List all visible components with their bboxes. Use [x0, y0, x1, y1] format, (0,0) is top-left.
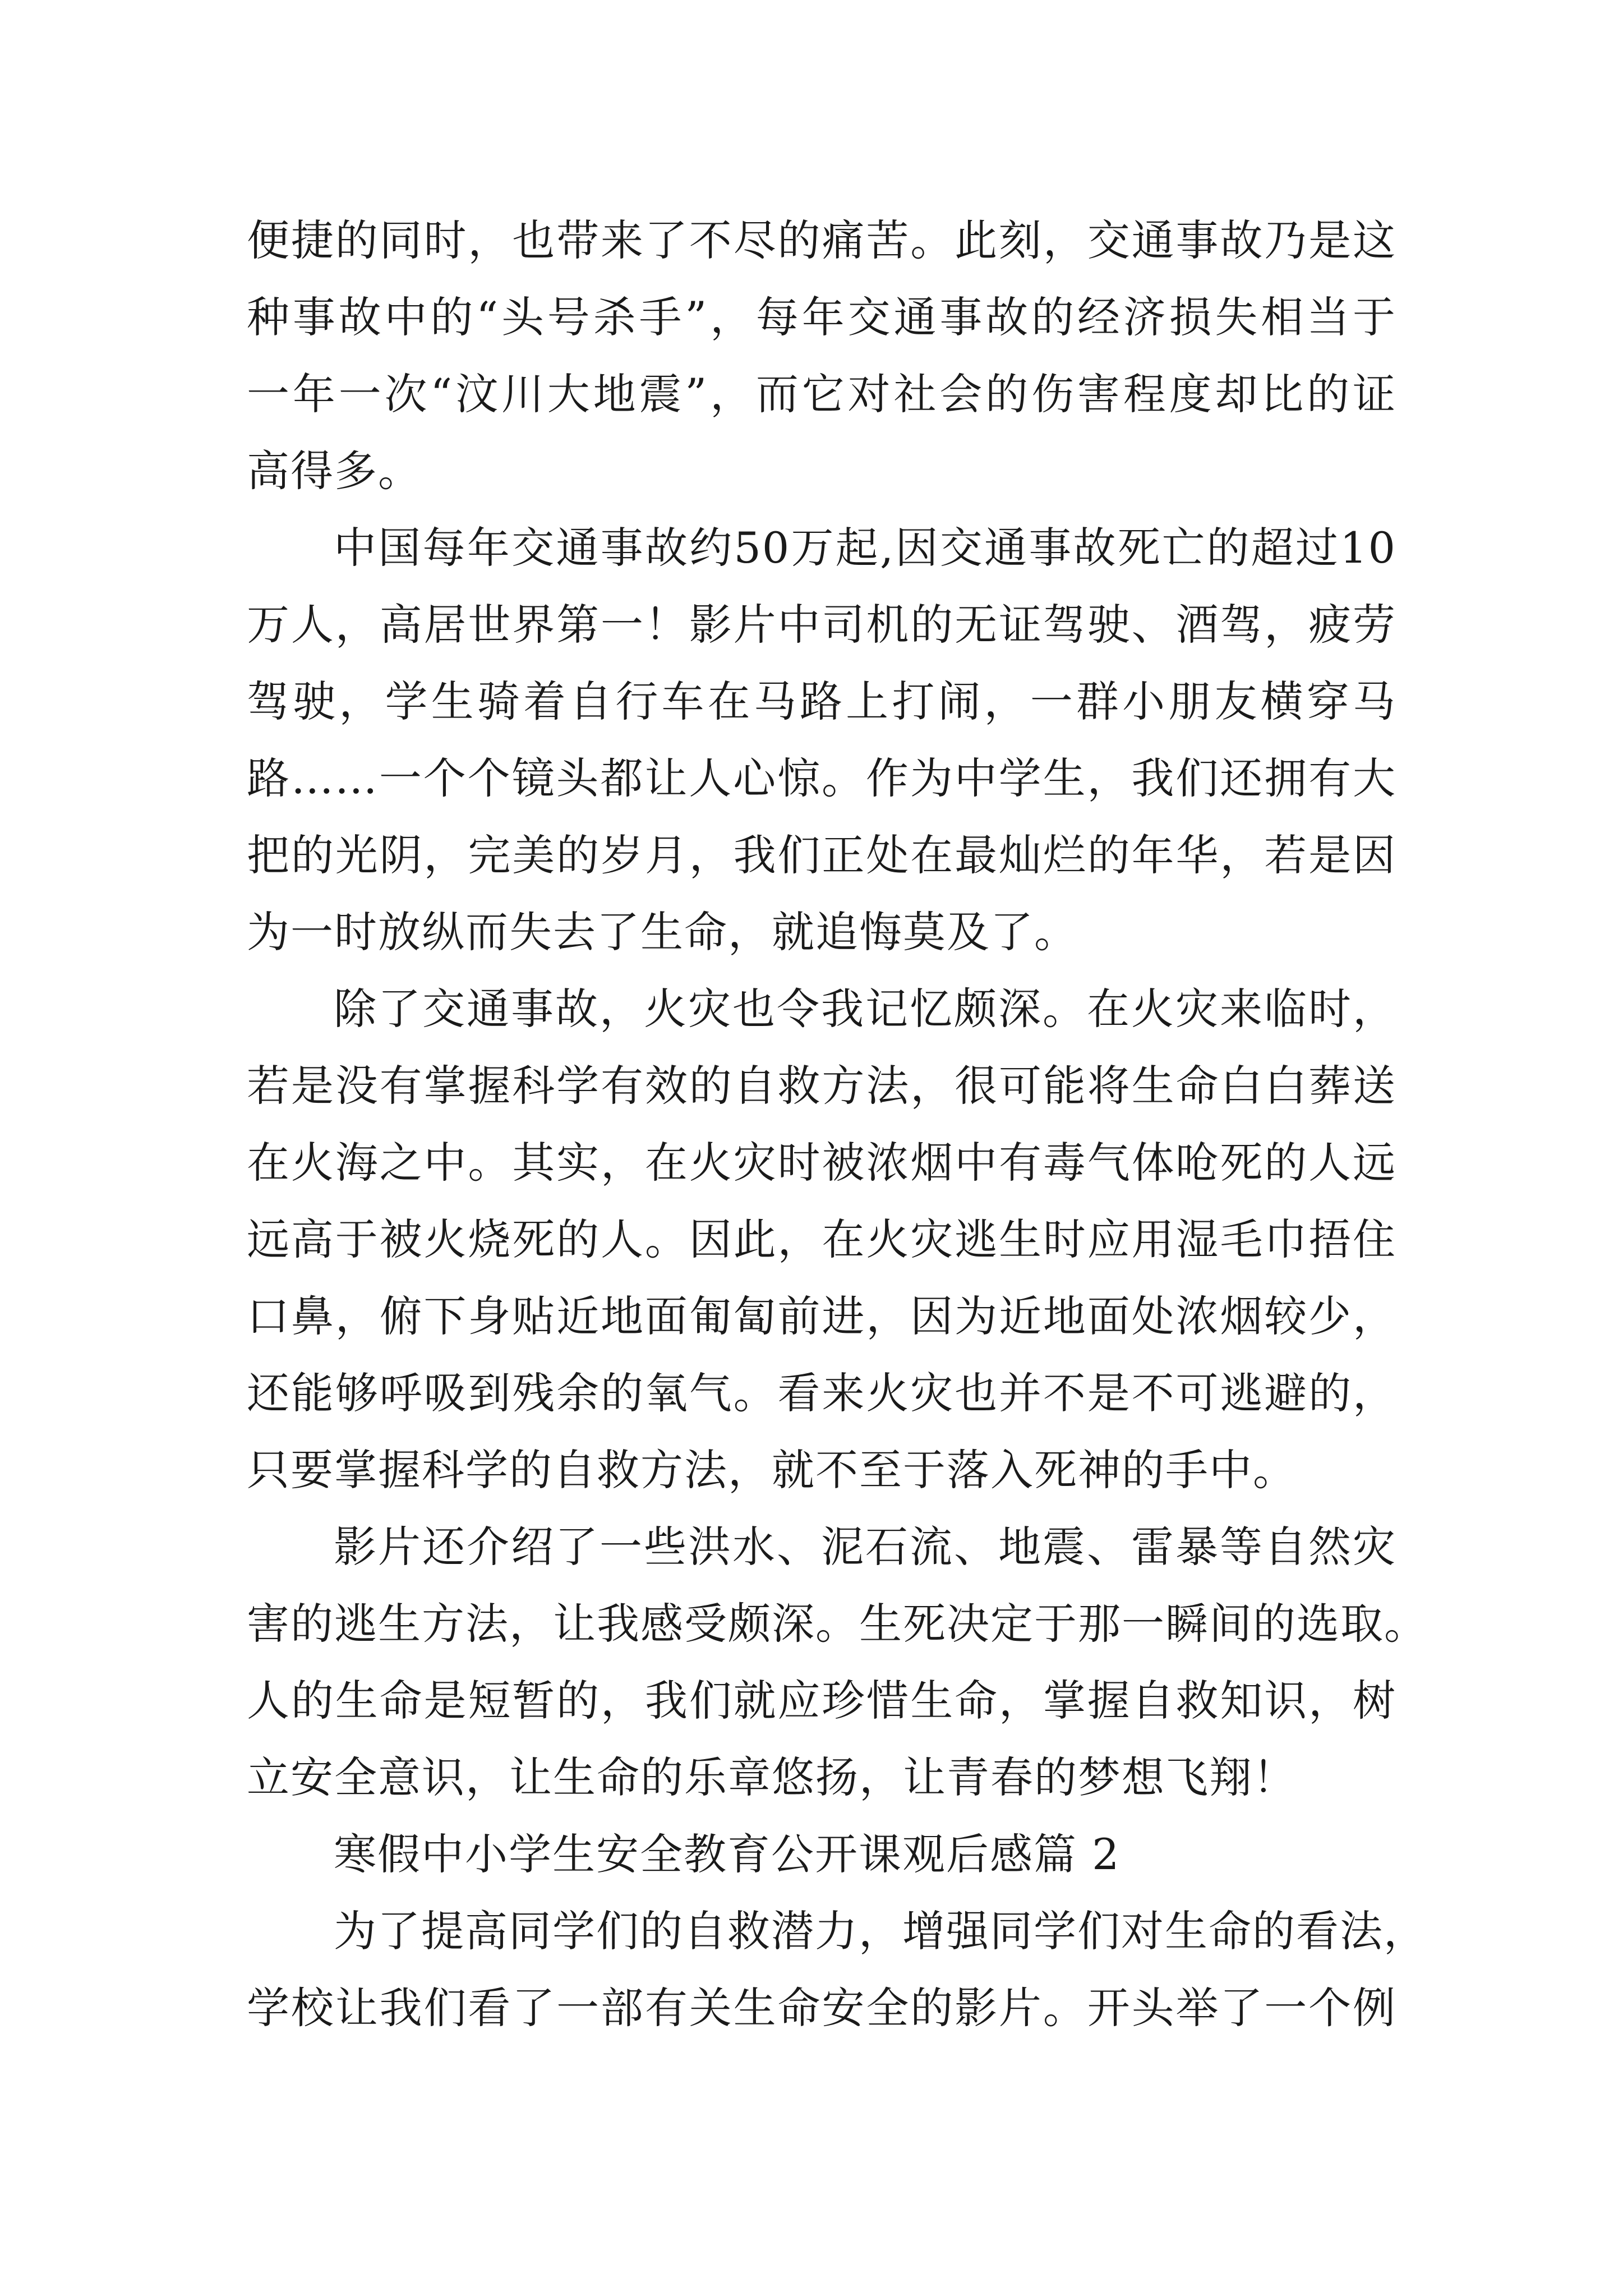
text-line: 驾驶，学生骑着自行车在马路上打闹，一群小朋友横穿马	[247, 677, 1396, 726]
text-line: 为了提高同学们的自救潜力，增强同学们对生命的看法，	[334, 1906, 1427, 1956]
text-line: 除了交通事故，火灾也令我记忆颇深。在火灾来临时，	[334, 984, 1396, 1034]
text-line: 只要掌握科学的自救方法，就不至于落入死神的手中。	[247, 1445, 1297, 1495]
text-line: 一年一次“汶川大地震”，而它对社会的伤害程度却比的证	[247, 369, 1396, 419]
text-line: 影片还介绍了一些洪水、泥石流、地震、雷暴等自然灾	[334, 1522, 1396, 1572]
text-line: 便捷的同时，也带来了不尽的痛苦。此刻，交通事故乃是这	[247, 215, 1396, 265]
text-line: 若是没有掌握科学有效的自救方法，很可能将生命白白葬送	[247, 1061, 1396, 1111]
text-line: 万人，高居世界第一！影片中司机的无证驾驶、酒驾，疲劳	[247, 600, 1396, 650]
text-line: 还能够呼吸到残余的氧气。看来火灾也并不是不可逃避的，	[247, 1368, 1396, 1418]
text-line: 学校让我们看了一部有关生命安全的影片。开头举了一个例	[247, 1983, 1396, 2033]
text-line: 在火海之中。其实，在火灾时被浓烟中有毒气体呛死的人远	[247, 1138, 1396, 1188]
text-line: 路……一个个镜头都让人心惊。作为中学生，我们还拥有大	[247, 753, 1396, 803]
document-body	[247, 202, 1428, 2046]
text-line: 远高于被火烧死的人。因此，在火灾逃生时应用湿毛巾捂住	[247, 1214, 1396, 1264]
text-line: 为一时放纵而失去了生命，就追悔莫及了。	[247, 907, 1078, 957]
text-line: 中国每年交通事故约50万起,因交通事故死亡的超过10	[334, 523, 1396, 573]
text-line: 寒假中小学生安全教育公开课观后感篇 2	[334, 1829, 1121, 1879]
text-line: 立安全意识，让生命的乐章悠扬，让青春的梦想飞翔！	[247, 1752, 1297, 1802]
text-line: 人的生命是短暂的，我们就应珍惜生命，掌握自救知识，树	[247, 1676, 1396, 1726]
text-line: 把的光阴，完美的岁月，我们正处在最灿烂的年华，若是因	[247, 830, 1396, 880]
text-line: 口鼻，俯下身贴近地面匍匐前进，因为近地面处浓烟较少，	[247, 1291, 1396, 1341]
text-line: 种事故中的“头号杀手”，每年交通事故的经济损失相当于	[247, 292, 1396, 342]
text-line: 害的逃生方法，让我感受颇深。生死决定于那一瞬间的选取。	[247, 1599, 1428, 1649]
text-line: 高得多。	[247, 446, 422, 496]
